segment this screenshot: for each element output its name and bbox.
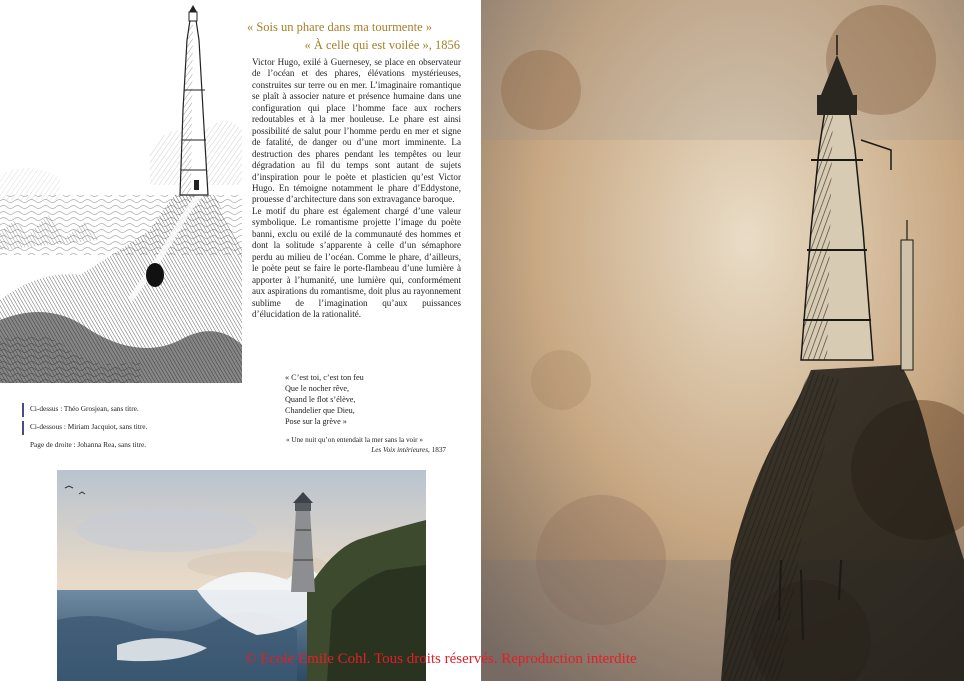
poem-source-work [286,446,446,456]
poem-source [286,436,446,455]
watercolor-art [57,470,426,681]
illustration-engraving-lighthouse [0,0,242,383]
caption-bar [22,421,24,435]
body-paragraph-2: Le motif du phare est également chargé d’une valeur symbolique. Le romantisme projette l’image du poète banni, exclu ou exilé de la communauté des hommes et dont la solitude s’apparente à celle d’un sémaphore perdu au milieu de l’océan. Comme le phare, d’ailleurs, le poète peut se faire le porte-flambeau d’une lumière à apporter à l’humanité, une lumière qui, conformément aux aspirations du romantisme, doit plus au rayonnement sublime de l’imagination qu’aux puissances d’élucidation de la rationalité. [252,205,461,319]
caption-above [22,403,242,415]
caption-text: Ci-dessus : Théo Grosjean, sans titre. [30,404,139,413]
caption-bar [22,403,24,417]
caption-text: Ci-dessous : Miriam Jacquiot, sans titre. [30,422,148,431]
caption-text: Page de droite : Johanna Rea, sans titre. [30,440,147,449]
engraving-art [0,0,242,383]
image-captions [22,403,242,457]
caption-below [22,421,242,433]
poem-source-title: « Une nuit qu’on entendait la mer sans la voir » [286,436,423,444]
poem-line: Chandelier que Dieu, [285,406,355,415]
poem-source-year: , 1837 [428,445,446,454]
caption-right-page [22,439,242,451]
poem-line: « C’est toi, c’est ton feu [285,373,364,382]
poem-quote [285,372,465,427]
illustration-watercolor-lighthouse [57,470,426,681]
body-paragraph-1: Victor Hugo, exilé à Guernesey, se place en observateur de l’océan et des phares, élévations mystérieuses, construites sur terre ou en mer. L’imaginaire romantique se plaît à associer nature et présence humaine dans une configuration qui place l’homme face aux rochers redoutables et à la mer houleuse. Le phare est ainsi possibilité de salut pour l’homme perdu en mer et signe de fatalité, de danger ou d’une mort imminente. La destruction des phares pendant les tempêtes ou leur dégradation au fil du temps sont autant de sujets d’inspiration pour le poète et plasticien qu’est Victor Hugo. En témoigne notamment le phare d’Eddystone, prouesse d’architecture dans son extravagance baroque. [252,57,461,205]
poem-line: Que le nocher rêve, [285,384,350,393]
poem-source-work-title: Les Voix intérieures [371,445,429,454]
page-title-line-1: « Sois un phare dans ma tourmente » [246,20,432,34]
page-title-line-2: « À celle qui est voilée », 1856 [304,38,460,52]
poem-line: Pose sur la grève » [285,417,347,426]
poem-line: Quand le flot s’élève, [285,395,356,404]
copyright-watermark: © Ecole Emile Cohl. Tous droits réservés. Reproduction interdite [245,651,637,667]
illustration-ink-tower [481,0,964,681]
body-text [252,57,461,320]
ink-tower-art [481,0,964,681]
